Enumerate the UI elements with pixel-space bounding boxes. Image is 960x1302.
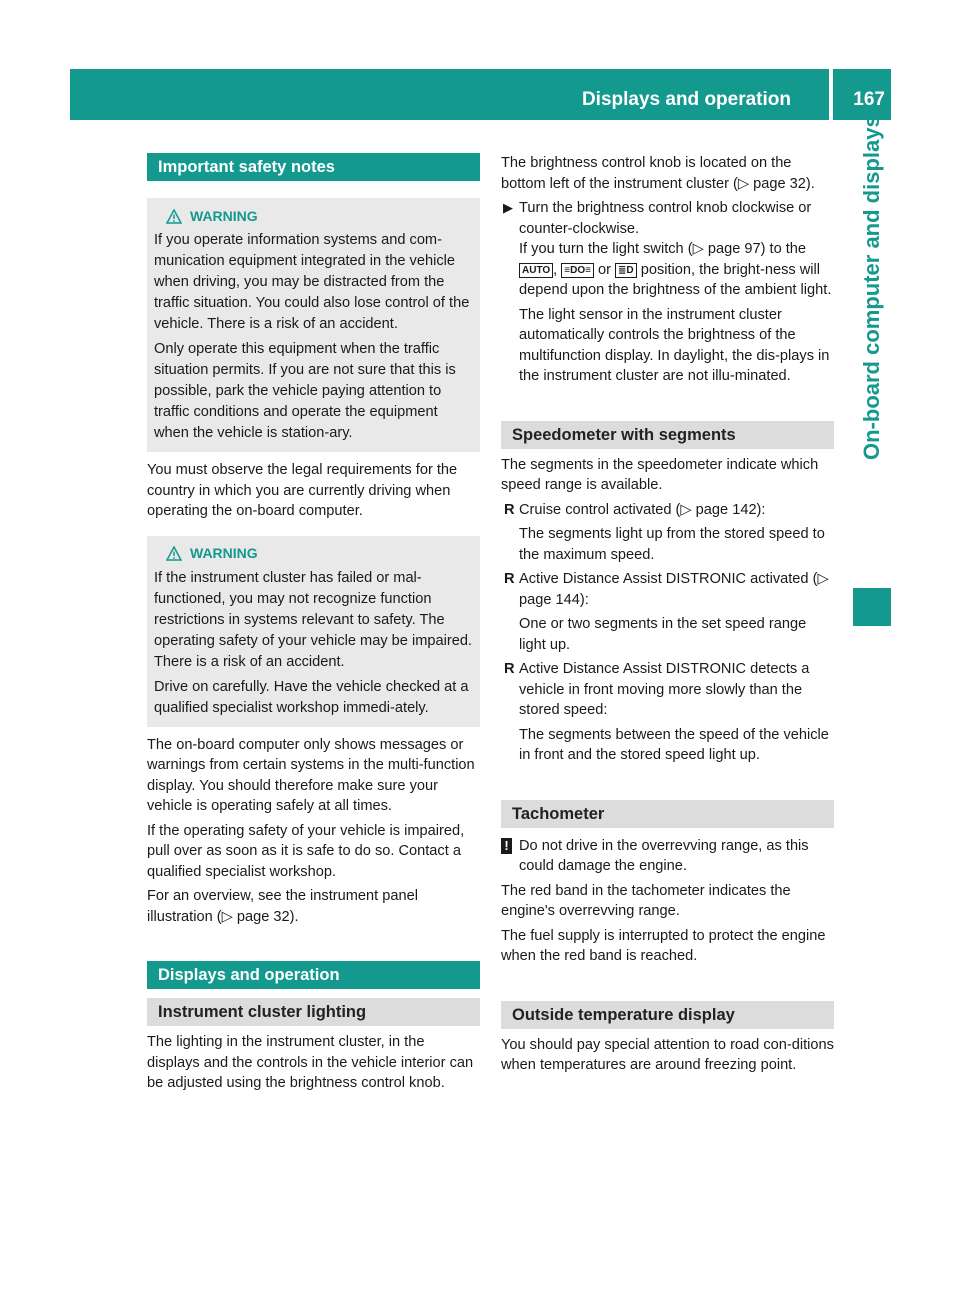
warning-text: Only operate this equipment when the traffic situation permits. If you are not sure that this is possible, park the vehicle paying attention to traffic conditions and operate the equipment when the vehicle is station-ary. [154, 341, 456, 441]
warning-title [166, 206, 473, 226]
note-item: ! Do not drive in the overrevving range, as this could damage the engine. [501, 836, 834, 877]
paragraph: The segments in the speedometer indicate which speed range is available. [501, 456, 819, 493]
heading-instrument-cluster-lighting: Instrument cluster lighting [147, 998, 480, 1026]
step-text-light-switch: If you turn the light switch (▷ page 97) to the AUTO , ≡DO≡ or ≣D position, the bright-ness will depend upon the brightness of the ambient light. [519, 241, 832, 298]
heading-important-safety-notes: Important safety notes [147, 153, 480, 181]
paragraph: For an overview, see the instrument panel illustration (▷ page 32). [147, 888, 418, 925]
parking-light-icon: ≡DO≡ [561, 263, 594, 278]
auto-light-icon: AUTO [519, 263, 553, 278]
paragraph: The brightness control knob is located on the bottom left of the instrument cluster (▷ page 32). [501, 155, 815, 192]
warning-box-2 [147, 536, 480, 727]
warning-text: If you operate information systems and com-munication equipment integrated in the vehicle when driving, you may be distracted from the traffic situation. You could also lose control of the vehicle. There is a risk of an accident. [154, 232, 470, 332]
heading-outside-temperature-display: Outside temperature display [501, 1001, 834, 1029]
header-title: Displays and operation [581, 89, 791, 110]
warning-title-text: WARNING [190, 545, 258, 562]
paragraph: The lighting in the instrument cluster, in the displays and the controls in the vehicle interior can be adjusted using the brightness control knob. [147, 1034, 474, 1091]
step-arrow-icon: ▶ [503, 200, 513, 215]
bullet-icon: R [504, 571, 515, 587]
list-item: R Active Distance Assist DISTRONIC activated (▷ page 144): One or two segments in the set speed range light up. [504, 571, 829, 653]
page-number: 167 [853, 89, 885, 110]
paragraph: You should pay special attention to road con-ditions when temperatures are around freezing point. [501, 1036, 834, 1073]
heading-speedometer-with-segments: Speedometer with segments [501, 421, 834, 449]
step-text: Turn the brightness control knob clockwise or counter-clockwise. [519, 200, 812, 237]
list-item: R Active Distance Assist DISTRONIC detects a vehicle in front moving more slowly than the stored speed: The segments between the speed of the vehicle in front and the stored speed light up. [504, 661, 829, 763]
warning-title-text: WARNING [190, 207, 258, 224]
heading-displays-and-operation: Displays and operation [147, 961, 480, 989]
low-beam-icon: ≣D [615, 263, 637, 278]
warning-triangle-icon [166, 546, 182, 561]
paragraph: You must observe the legal requirements for the country in which you are currently driving when operating the on-board computer. [147, 462, 458, 519]
list-item: R Cruise control activated (▷ page 142): The segments light up from the stored speed to the maximum speed. [504, 501, 825, 563]
paragraph: The red band in the tachometer indicates the engine's overrevving range. [501, 882, 791, 919]
paragraph: If the operating safety of your vehicle is impaired, pull over as soon as it is safe to do so. Contact a qualified specialist workshop. [147, 822, 465, 880]
step-text: The light sensor in the instrument cluster automatically controls the brightness of the multifunction display. In daylight, the dis-plays in the instrument cluster are not illu-minated. [519, 306, 830, 384]
warning-text: If the instrument cluster has failed or mal-functioned, you may not recognize function restrictions in systems relevant to safety. The operating safety of your vehicle may be impaired. There is a risk of an accident. [154, 569, 472, 670]
header-divider [829, 69, 833, 120]
right-column [501, 153, 834, 1080]
bullet-icon: R [504, 501, 515, 518]
side-tab-label: On-board computer and displays [859, 115, 884, 460]
page-header [70, 69, 891, 120]
warning-triangle-icon [166, 209, 182, 224]
bullet-icon: R [504, 661, 515, 677]
warning-text: Drive on carefully. Have the vehicle checked at a qualified specialist workshop immedi-ately. [154, 678, 469, 716]
paragraph: The on-board computer only shows messages or warnings from certain systems in the multi-function display. You should therefore make sure your vehicle is operating safely at all times. [147, 736, 475, 814]
warning-title [166, 544, 473, 564]
side-tab-marker [853, 588, 891, 626]
exclamation-icon: ! [501, 838, 512, 854]
left-column [147, 153, 480, 1098]
paragraph: The fuel supply is interrupted to protect the engine when the red band is reached. [501, 927, 826, 964]
heading-tachometer: Tachometer [501, 800, 834, 828]
instruction-step [501, 198, 834, 387]
warning-box-1 [147, 198, 480, 452]
